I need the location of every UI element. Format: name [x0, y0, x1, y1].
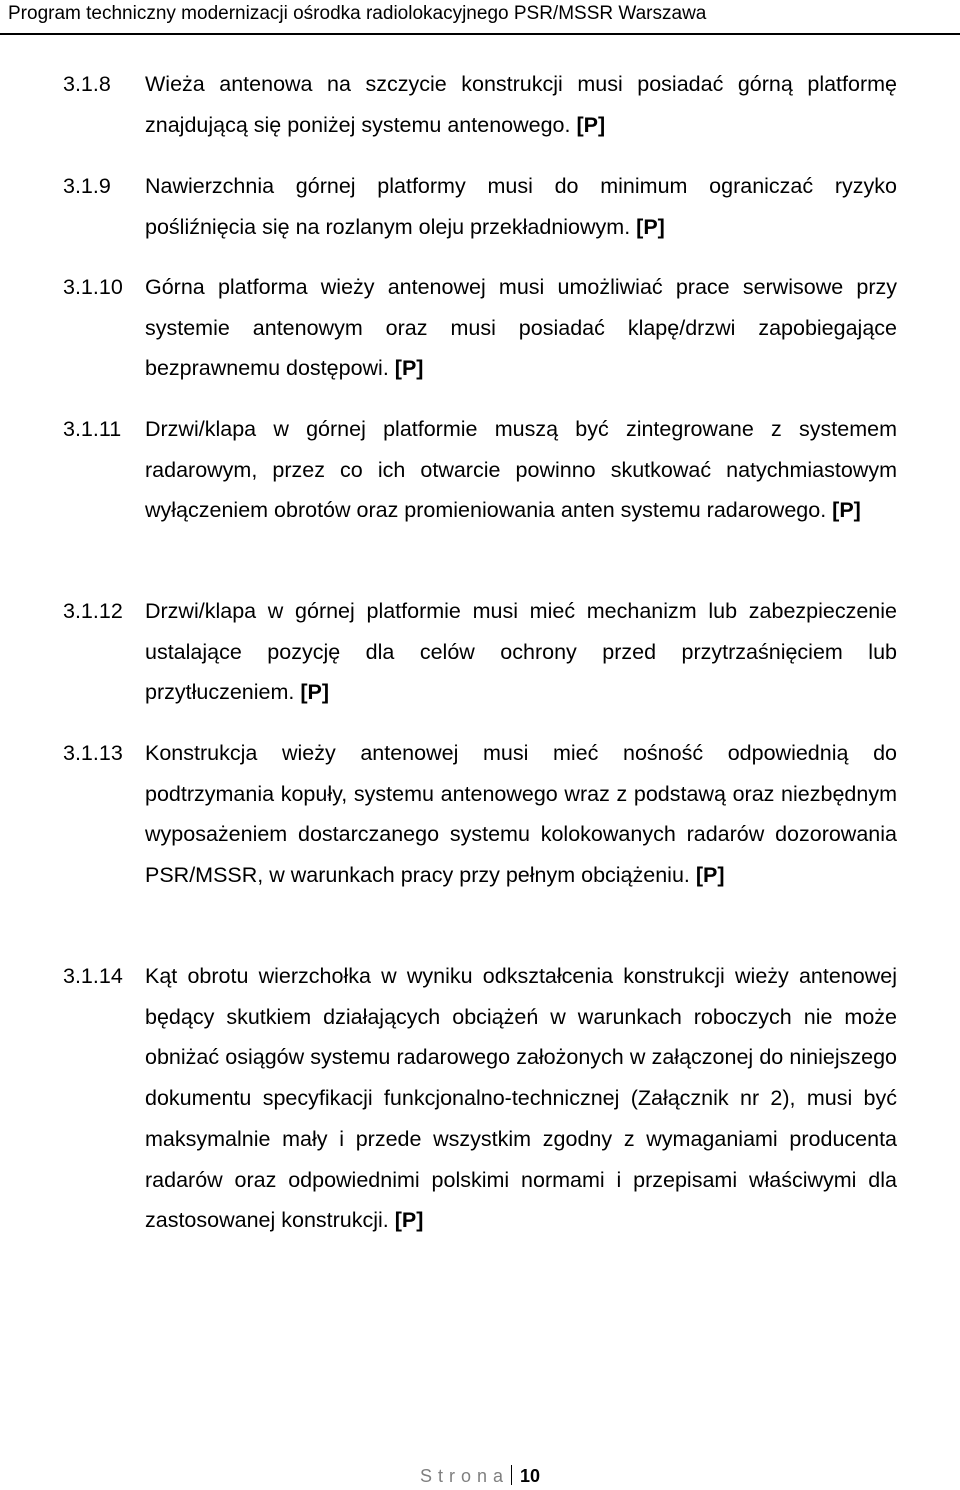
clause-text: [145, 956, 897, 1241]
clause-body: Konstrukcja wieży antenowej musi mieć nośność odpowiednią do podtrzymania kopuły, systemu antenowego wraz z podstawą oraz niezbędnym wyposażeniem dostarczanego systemu kolokowanych radarów dozorowania PSR/MSSR, w warunkach pracy przy pełnym obciążeniu.: [145, 741, 897, 888]
requirement-tag: [P]: [636, 214, 665, 239]
clause-text: [145, 166, 897, 247]
clause-3-1-12: [63, 591, 897, 713]
clause-body: Górna platforma wieży antenowej musi umożliwiać prace serwisowe przy systemie antenowym oraz musi posiadać klapę/drzwi zapobiegające bezprawnemu dostępowi.: [145, 275, 897, 381]
requirement-tag: [P]: [394, 1208, 424, 1233]
clause-number: 3.1.8: [63, 72, 111, 96]
requirement-tag: [P]: [832, 498, 861, 523]
clause-number: 3.1.14: [63, 964, 123, 988]
clause-number: 3.1.12: [63, 599, 123, 623]
clause-3-1-9: [63, 166, 897, 247]
clause-3-1-11: [63, 409, 897, 531]
clause-number: 3.1.11: [63, 417, 122, 441]
clause-number: 3.1.13: [63, 741, 123, 765]
clause-body: Wieża antenowa na szczycie konstrukcji musi posiadać górną platformę znajdującą się poniżej systemu antenowego.: [145, 72, 897, 137]
footer-divider: [511, 1465, 512, 1485]
clause-body: Drzwi/klapa w górnej platformie muszą być zintegrowane z systemem radarowym, przez co ich otwarcie powinno skutkować natychmiastowym wyłączeniem obrotów oraz promieniowania anten systemu radarowego.: [145, 417, 897, 523]
clause-text: [145, 267, 897, 389]
clause-text: [145, 409, 897, 531]
requirement-tag: [P]: [300, 680, 330, 705]
requirement-tag: [P]: [576, 112, 606, 137]
page-number: 10: [520, 1466, 541, 1486]
header-divider: [0, 33, 960, 35]
page-footer: [0, 1463, 960, 1489]
clause-text: [145, 64, 897, 145]
clause-3-1-14: [63, 956, 897, 1241]
clause-3-1-13: [63, 733, 897, 896]
clause-text: [145, 733, 897, 896]
page-header-title: Program techniczny modernizacji ośrodka radiolokacyjnego PSR/MSSR Warszawa: [8, 3, 707, 24]
clause-body: Nawierzchnia górnej platformy musi do minimum ograniczać ryzyko pośliźnięcia się na rozlanym oleju przekładniowym.: [145, 174, 897, 239]
page-label: Strona: [419, 1466, 509, 1486]
clause-body: Kąt obrotu wierzchołka w wyniku odkształcenia konstrukcji wieży antenowej będący skutkiem działających obciążeń w warunkach roboczych nie może obniżać osiągów systemu radarowego założonych w załączonej do niniejszego dokumentu specyfikacji funkcjonalno-technicznej (Załącznik nr 2), musi być maksymalnie mały i przede wszystkim zgodny z wymaganiami producenta radarów oraz odpowiednimi polskimi normami i przepisami właściwymi dla zastosowanej konstrukcji.: [145, 964, 897, 1233]
clause-3-1-8: [63, 64, 897, 145]
requirement-tag: [P]: [394, 356, 424, 381]
clause-number: 3.1.10: [63, 275, 123, 299]
clause-number: 3.1.9: [63, 174, 111, 198]
clause-3-1-10: [63, 267, 897, 389]
clause-body: Drzwi/klapa w górnej platformie musi mieć mechanizm lub zabezpieczenie ustalające pozycję dla celów ochrony przed przytrzaśnięciem lub przytłuczeniem.: [145, 599, 897, 705]
clause-text: [145, 591, 897, 713]
requirement-tag: [P]: [695, 863, 725, 888]
